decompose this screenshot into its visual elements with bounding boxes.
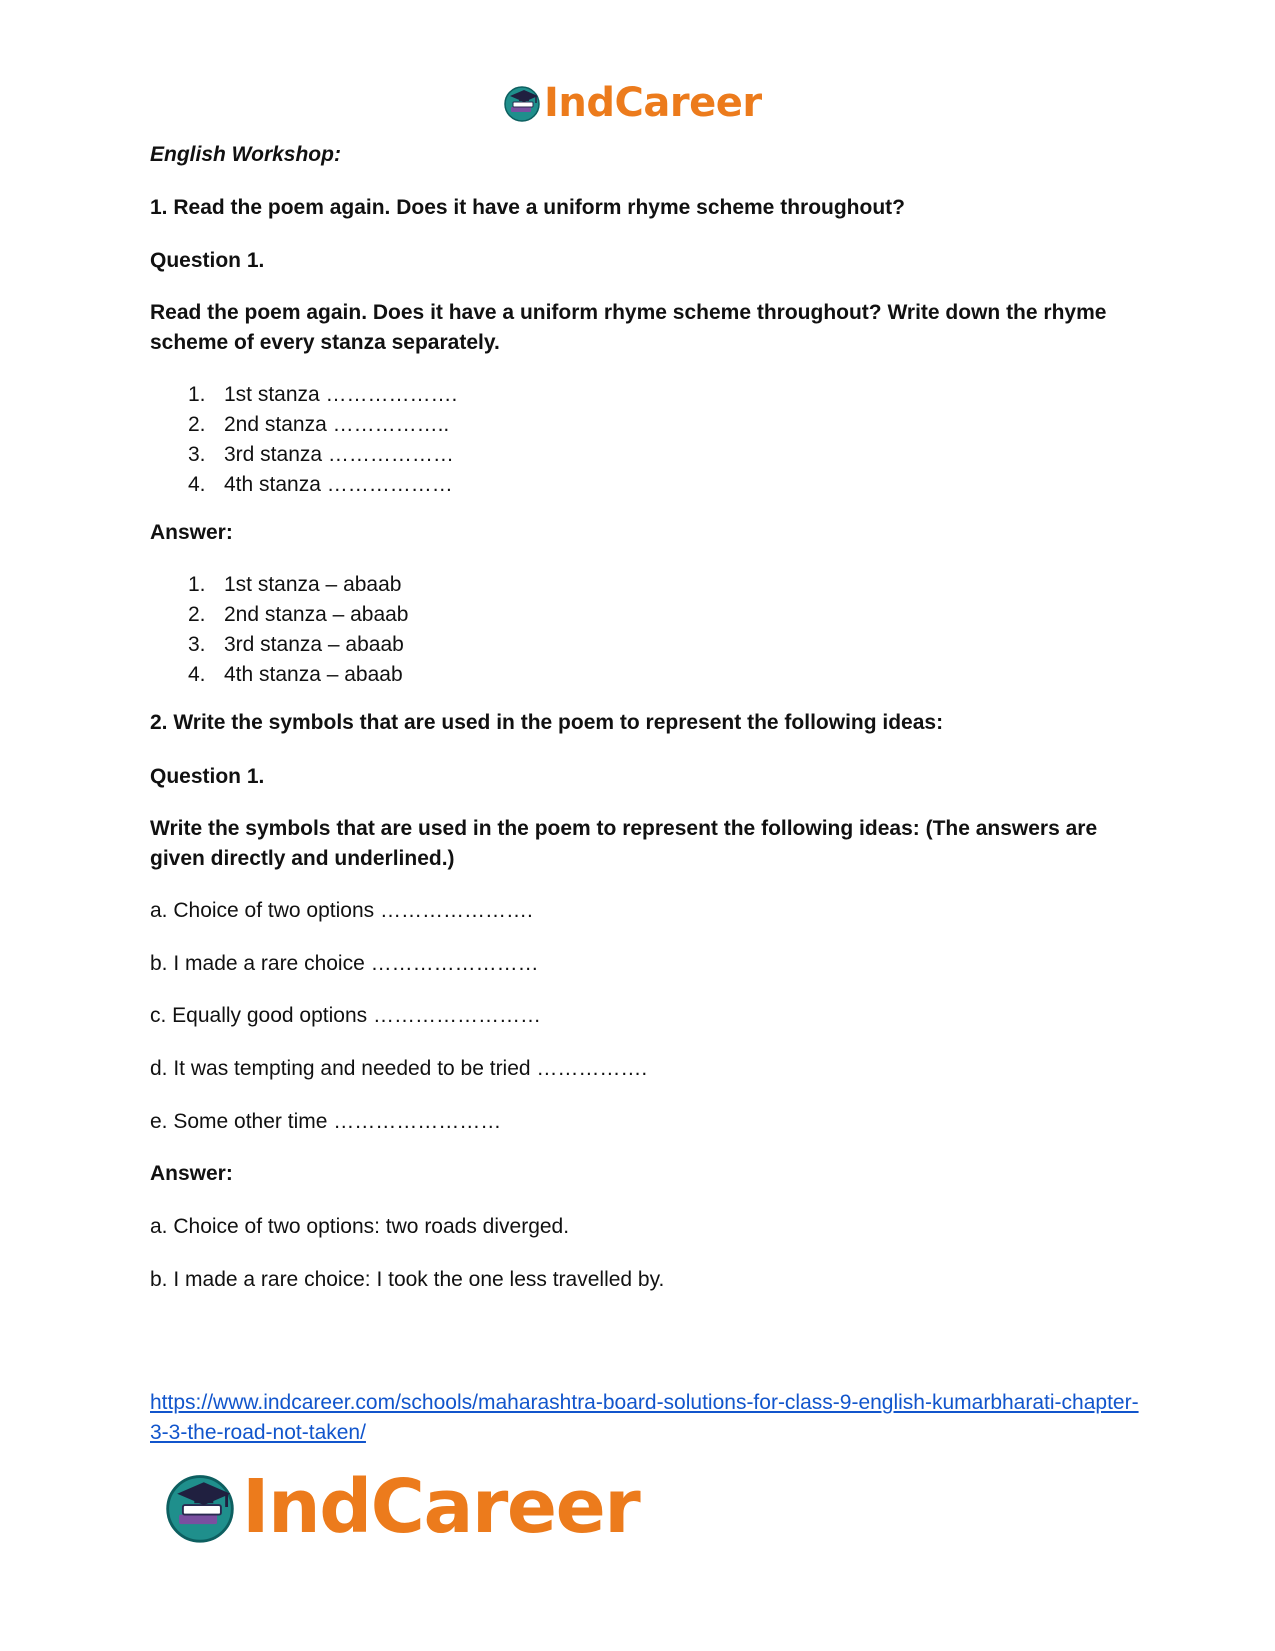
- list-item: 1. 1st stanza ……………….: [188, 383, 458, 406]
- graduation-book-icon: [162, 1469, 238, 1545]
- q2-answer-b: b. I made a rare choice: I took the one less travelled by.: [150, 1268, 665, 1291]
- q2-question-text: Write the symbols that are used in the poem to represent the following ideas: (The answers are given directly and underlined.): [150, 817, 1098, 870]
- list-item: 3. 3rd stanza ………………: [188, 443, 454, 466]
- q1-question-label: Question 1.: [150, 249, 265, 272]
- q1-answer-list: [150, 570, 409, 690]
- q1-question-text: Read the poem again. Does it have a uniform rhyme scheme throughout? Write down the rhyme scheme of every stanza separately.: [150, 301, 1107, 354]
- section-title: English Workshop:: [150, 143, 341, 166]
- header-logo: [502, 80, 762, 126]
- list-item: 3. 3rd stanza – abaab: [188, 633, 404, 656]
- q2-answer-a: a. Choice of two options: two roads diverged.: [150, 1215, 570, 1238]
- graduation-book-icon: [502, 83, 542, 123]
- source-url-link[interactable]: https://www.indcareer.com/schools/maharashtra-board-solutions-for-class-9-english-kumarbharati-chapter-3-3-the-road-not-taken/: [150, 1391, 1139, 1444]
- q2-item-b: b. I made a rare choice ……………………: [150, 952, 539, 975]
- q1-heading: 1. Read the poem again. Does it have a uniform rhyme scheme throughout?: [150, 196, 905, 219]
- q2-answer-label: Answer:: [150, 1162, 233, 1185]
- header-logo-text: IndCareer: [544, 80, 762, 126]
- q1-answer-label: Answer:: [150, 521, 233, 544]
- q2-item-e: e. Some other time ……………………: [150, 1110, 502, 1133]
- list-item: 2. 2nd stanza – abaab: [188, 603, 409, 626]
- q2-question-label: Question 1.: [150, 765, 265, 788]
- q2-item-a: a. Choice of two options ………………….: [150, 899, 533, 922]
- footer-logo-text: IndCareer: [242, 1464, 640, 1550]
- list-item: 4. 4th stanza – abaab: [188, 663, 403, 686]
- footer-logo: [162, 1464, 639, 1550]
- list-item: 2. 2nd stanza ……………..: [188, 413, 450, 436]
- q2-item-d: d. It was tempting and needed to be tried …………….: [150, 1057, 648, 1080]
- q2-heading: 2. Write the symbols that are used in the poem to represent the following ideas:: [150, 711, 944, 734]
- list-item: 4. 4th stanza ………………: [188, 473, 453, 496]
- list-item: 1. 1st stanza – abaab: [188, 573, 402, 596]
- q1-blank-list: [150, 380, 457, 500]
- q2-item-c: c. Equally good options ……………………: [150, 1004, 541, 1027]
